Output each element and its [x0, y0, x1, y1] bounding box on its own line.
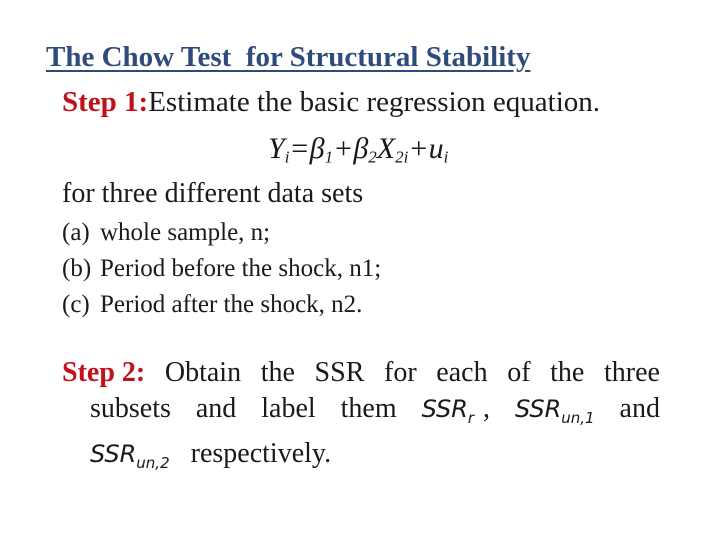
eq-beta1: =β — [289, 132, 325, 165]
slide-title: The Chow Test for Structural Stability — [46, 41, 531, 73]
step2-respectively: respectively. — [190, 437, 332, 469]
eq-sub-i: i — [284, 147, 290, 167]
eq-u: +u — [408, 132, 444, 165]
step2-word: three — [604, 357, 660, 388]
list-item — [62, 255, 381, 283]
regression-equation — [268, 132, 448, 167]
ssr-symbol: SSR — [90, 439, 137, 468]
step2-row-3 — [62, 436, 660, 481]
ssr-sub-un1: un,1 — [561, 408, 595, 427]
eq-sub-1: 1 — [324, 147, 334, 167]
step1-text: Estimate the basic regression equation. — [148, 86, 600, 118]
eq-y: Y — [268, 132, 285, 165]
ssr-symbol: SSR — [421, 395, 468, 423]
step2-word: Obtain — [164, 357, 242, 388]
list-item-tag: (a) — [62, 219, 90, 246]
step2-row-1 — [62, 355, 660, 391]
eq-sub-i2: i — [443, 147, 449, 167]
comma: , — [483, 393, 490, 424]
step1-colon: : — [138, 86, 149, 118]
step2-word: label — [261, 393, 316, 424]
ssr-r — [422, 391, 474, 436]
list-item-tag: (c) — [62, 291, 90, 318]
step2-word: and — [195, 393, 237, 424]
ssr-un-1 — [515, 391, 595, 436]
eq-sub-2i: 2i — [395, 147, 409, 167]
step2-word: the — [260, 357, 295, 388]
step2-and: and — [619, 393, 660, 424]
list-item-tag: (b) — [62, 255, 92, 282]
list-item-text: Period before the shock, n1; — [100, 255, 382, 282]
step2-word: the — [550, 357, 585, 388]
datasets-intro: for three different data sets — [62, 178, 364, 209]
step2-label: Step 2 — [62, 357, 136, 388]
step2-word: each — [436, 357, 488, 388]
step1-line — [62, 86, 600, 119]
list-item — [62, 291, 362, 319]
eq-beta2: +β — [333, 132, 369, 165]
step2-word: them — [340, 393, 397, 424]
ssr-symbol: SSR — [514, 395, 562, 423]
list-item-text: whole sample, n; — [100, 219, 271, 246]
step2-word: for — [384, 357, 417, 388]
step2-word: of — [507, 357, 531, 388]
step2-word: subsets — [90, 393, 171, 424]
eq-x: X — [376, 132, 396, 165]
ssr-sub-r: r — [467, 408, 475, 427]
step2-row-2 — [62, 391, 660, 436]
step2-label-group — [62, 355, 145, 391]
ssr-sub-un2: un,2 — [136, 453, 170, 472]
step2-block — [62, 355, 660, 481]
list-item-text: Period after the shock, n2. — [100, 291, 363, 318]
ssr-un-2 — [90, 439, 170, 472]
list-item — [62, 219, 270, 247]
step2-word: SSR — [314, 357, 365, 388]
step2-colon: : — [135, 357, 146, 388]
step1-label: Step 1 — [62, 86, 139, 118]
eq-sub-2: 2 — [368, 147, 377, 167]
